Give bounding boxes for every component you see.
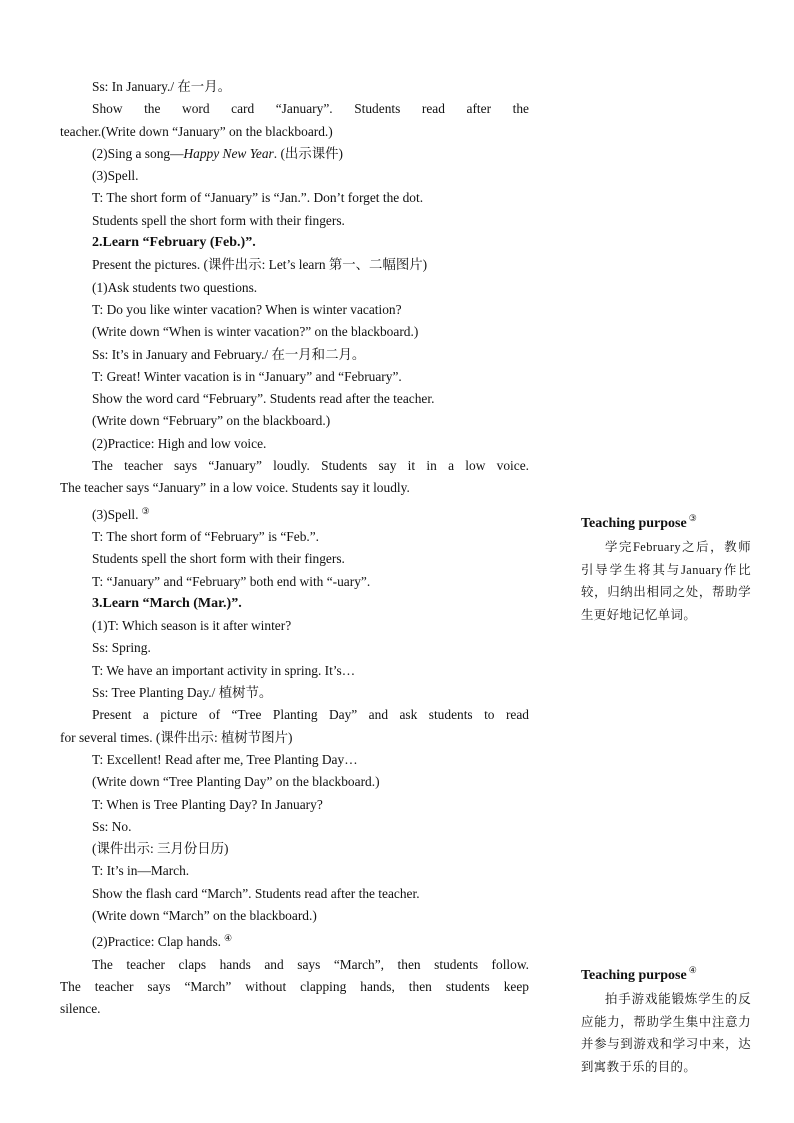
song-title: Happy New Year [183, 145, 274, 161]
text-line: T: We have an important activity in spring. It’s… [92, 662, 356, 678]
note-title: Teaching purpose ④ [581, 965, 697, 983]
text-line: T: It’s in—March. [92, 863, 190, 879]
text-line: The teacher says “January” in a low voice. Students say it loudly. [60, 480, 410, 496]
footnote-marker: ④ [688, 965, 697, 975]
text-line: (3)Spell. ③ [92, 505, 150, 522]
note-text: 拍手游戏能锻炼学生的反应能力，帮助学生集中注意力并参与到游戏和学习中来，达到寓教于乐的目的。 [581, 992, 751, 1074]
text-line: (Write down “March” on the blackboard.) [92, 907, 317, 923]
text-line: Ss: It’s in January and February./ 在一月和二月。 [92, 346, 366, 362]
text-line: The teacher claps hands and says “March”, then students follow. [92, 956, 529, 972]
section-heading: 3.Learn “March (Mar.)”. [92, 595, 242, 611]
footnote-marker: ③ [688, 513, 697, 523]
text-line: T: The short form of “January” is “Jan.”. Don’t forget the dot. [92, 190, 424, 206]
text-line: (2)Practice: High and low voice. [92, 435, 267, 451]
teaching-purpose-note [581, 960, 751, 1078]
text-line: silence. [60, 1001, 101, 1017]
text-line: The teacher says “January” loudly. Students say it in a low voice. [92, 458, 529, 474]
text-line: Ss: Tree Planting Day./ 植树节。 [92, 685, 273, 701]
text-line: (1)T: Which season is it after winter? [92, 618, 292, 634]
text-line: (课件出示: 三月份日历) [92, 841, 229, 857]
text-line: T: Excellent! Read after me, Tree Planting Day… [92, 751, 358, 767]
section-heading: 2.Learn “February (Feb.)”. [92, 235, 256, 251]
text-line: Ss: Spring. [92, 640, 151, 656]
text-line: (2)Practice: Clap hands. ④ [92, 933, 233, 950]
text-line: Show the word card “January”. Students read after the [92, 101, 529, 117]
text-line: T: When is Tree Planting Day? In January? [92, 796, 323, 812]
text-line: Present the pictures. (课件出示: Let’s learn 第一、二幅图片) [92, 257, 428, 273]
text-line: Show the word card “February”. Students read after the teacher. [92, 391, 435, 407]
note-text: 学完February之后，教师引导学生将其与January作比较，归纳出相同之处，帮助学生更好地记忆单词。 [581, 540, 751, 622]
text-line: The teacher says “March” without clapping hands, then students keep [60, 978, 529, 994]
text-line: (2)Sing a song—Happy New Year. (出示课件) [92, 145, 343, 161]
footnote-marker: ④ [224, 933, 233, 944]
text-line: (3)Spell. [92, 168, 139, 184]
text-line: T: “January” and “February” both end with “-uary”. [92, 573, 371, 589]
text-line: Students spell the short form with their fingers. [92, 212, 345, 228]
text-line: Present a picture of “Tree Planting Day” and ask students to read [92, 707, 529, 723]
text-line: Students spell the short form with their fingers. [92, 551, 345, 567]
text-line: T: Do you like winter vacation? When is winter vacation? [92, 301, 402, 317]
text-line: (Write down “Tree Planting Day” on the blackboard.) [92, 774, 380, 790]
text-line: (Write down “When is winter vacation?” on the blackboard.) [92, 324, 419, 340]
text-line: Ss: No. [92, 818, 132, 834]
text-line: (1)Ask students two questions. [92, 279, 258, 295]
teaching-purpose-note [581, 508, 751, 626]
text-line: T: The short form of “February” is “Feb.”. [92, 528, 320, 544]
footnote-marker: ③ [141, 505, 150, 516]
lesson-body [60, 76, 529, 1020]
text-line: for several times. (课件出示: 植树节图片) [60, 729, 293, 745]
text-line: (Write down “February” on the blackboard.) [92, 413, 331, 429]
text-line: teacher.(Write down “January” on the blackboard.) [60, 123, 333, 139]
text-line: Show the flash card “March”. Students read after the teacher. [92, 885, 420, 901]
note-title: Teaching purpose ③ [581, 513, 697, 531]
text-line: T: Great! Winter vacation is in “January” and “February”. [92, 368, 402, 384]
text-line: Ss: In January./ 在一月。 [92, 79, 231, 94]
